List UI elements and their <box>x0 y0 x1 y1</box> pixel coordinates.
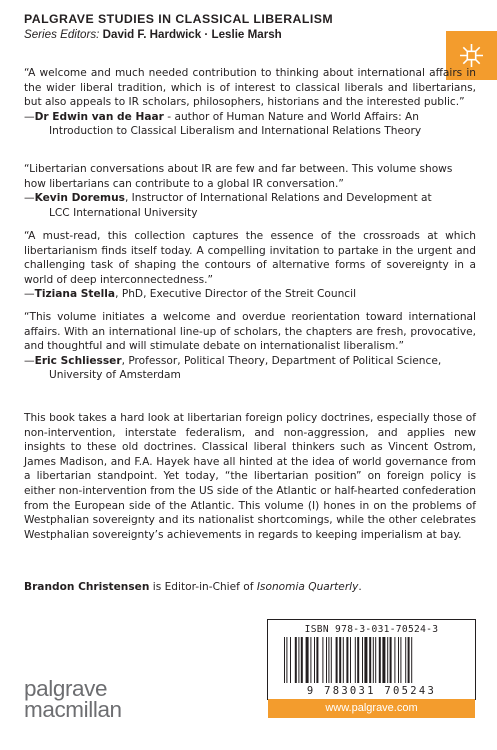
palgrave-macmillan-logo <box>24 678 122 720</box>
endorser-title: , Instructor of International Relations and Development at <box>124 192 432 204</box>
endorser-name: Tiziana Stella <box>34 288 116 300</box>
endorsement-attribution <box>24 354 476 369</box>
publisher-name-line1: palgrave <box>24 676 108 701</box>
endorsement-attribution <box>24 110 476 125</box>
endorsement-attribution <box>24 287 476 302</box>
attribution-dash: — <box>24 110 35 123</box>
book-description: This book takes a hard look at libertarian foreign policy doctrines, especially those of non-intervention, interstate federalism, and non-aggression, and applies new insights to these old doctrines. Classical liberal thinkers such as Vincent Ostrom, James Madison, and F.A. Hayek have all hinted at the idea of world governance from a libertarian standpoint. Yet today, “the libertarian position” on foreign policy is either non-intervention from the US side of the Atlantic or half-hearted confederation from the European side of the Atlantic. This volume (I) hones in on the problems of Westphalian sovereignty and its nationalist shortcomings, while the other celebrates Westphalian sovereignty’s achievements in regards to keeping imperialism at bay. <box>24 412 476 541</box>
endorsement-quote: “A must-read, this collection captures the essence of the crossroads at which libertarianism finds itself today. A compelling invitation to partake in the urgent and challenging task of shaping the contours of alternative forms of sovereignty in a world of deep interconnectedness.” <box>24 230 476 286</box>
palgrave-series-emblem-icon <box>459 43 484 68</box>
barcode-digits: 9 783031 705243 <box>306 685 437 697</box>
publisher-url[interactable]: www.palgrave.com <box>268 699 475 718</box>
journal-title: Isonomia Quarterly <box>256 581 359 593</box>
attribution-dash: — <box>24 354 35 367</box>
barcode-icon <box>284 637 459 687</box>
endorsement-quote: “Libertarian conversations about IR are few and far between. This volume shows how libertarians can contribute to a global IR conversation.” <box>24 163 453 190</box>
author-end: . <box>358 581 362 593</box>
endorsement-attribution <box>24 191 476 206</box>
endorsement-3 <box>24 229 476 302</box>
endorser-name: Kevin Doremus <box>34 192 125 204</box>
publisher-name-line2: macmillan <box>24 697 122 722</box>
endorsement-quote: “This volume initiates a welcome and overdue reorientation toward international affairs. With an international line-up of scholars, the chapters are fresh, provocative, and thoughtful and will stimulate debate on internationalist liberalism.” <box>24 311 476 352</box>
author-role: is Editor-in-Chief of <box>149 581 257 593</box>
endorser-title-cont: Introduction to Classical Liberalism and International Relations Theory <box>49 125 422 137</box>
author-name: Brandon Christensen <box>24 581 150 593</box>
endorser-name: Eric Schliesser <box>34 354 122 367</box>
series-editors-names: David F. Hardwick · Leslie Marsh <box>102 28 282 41</box>
endorser-title: - author of Human Nature and World Affairs: An <box>163 110 419 123</box>
endorsement-4 <box>24 310 476 383</box>
author-bio <box>24 581 362 593</box>
endorser-title: , Professor, Political Theory, Department of Political Science, <box>121 354 442 367</box>
endorser-title-cont: LCC International University <box>49 206 198 219</box>
endorser-name: Dr Edwin van de Haar <box>34 110 164 123</box>
isbn-label: ISBN 978-3-031-70524-3 <box>304 624 439 635</box>
endorsement-2 <box>24 162 476 220</box>
endorser-title: , PhD, Executive Director of the Streit Council <box>115 288 357 300</box>
endorser-title-cont: University of Amsterdam <box>49 369 181 381</box>
isbn-barcode-box <box>267 619 476 700</box>
series-editors <box>24 28 282 41</box>
series-title: PALGRAVE STUDIES IN CLASSICAL LIBERALISM <box>24 12 334 26</box>
endorsement-quote: “A welcome and much needed contribution to thinking about international affairs in the wider liberal tradition, which is of interest to classical liberals and libertarians, but also appeals to IR scholars, philosophers, historians and the interested public.” <box>24 67 476 108</box>
series-editors-label: Series Editors: <box>24 28 100 41</box>
attribution-dash: — <box>24 192 35 204</box>
endorsement-1 <box>24 66 476 139</box>
attribution-dash: — <box>24 288 35 300</box>
